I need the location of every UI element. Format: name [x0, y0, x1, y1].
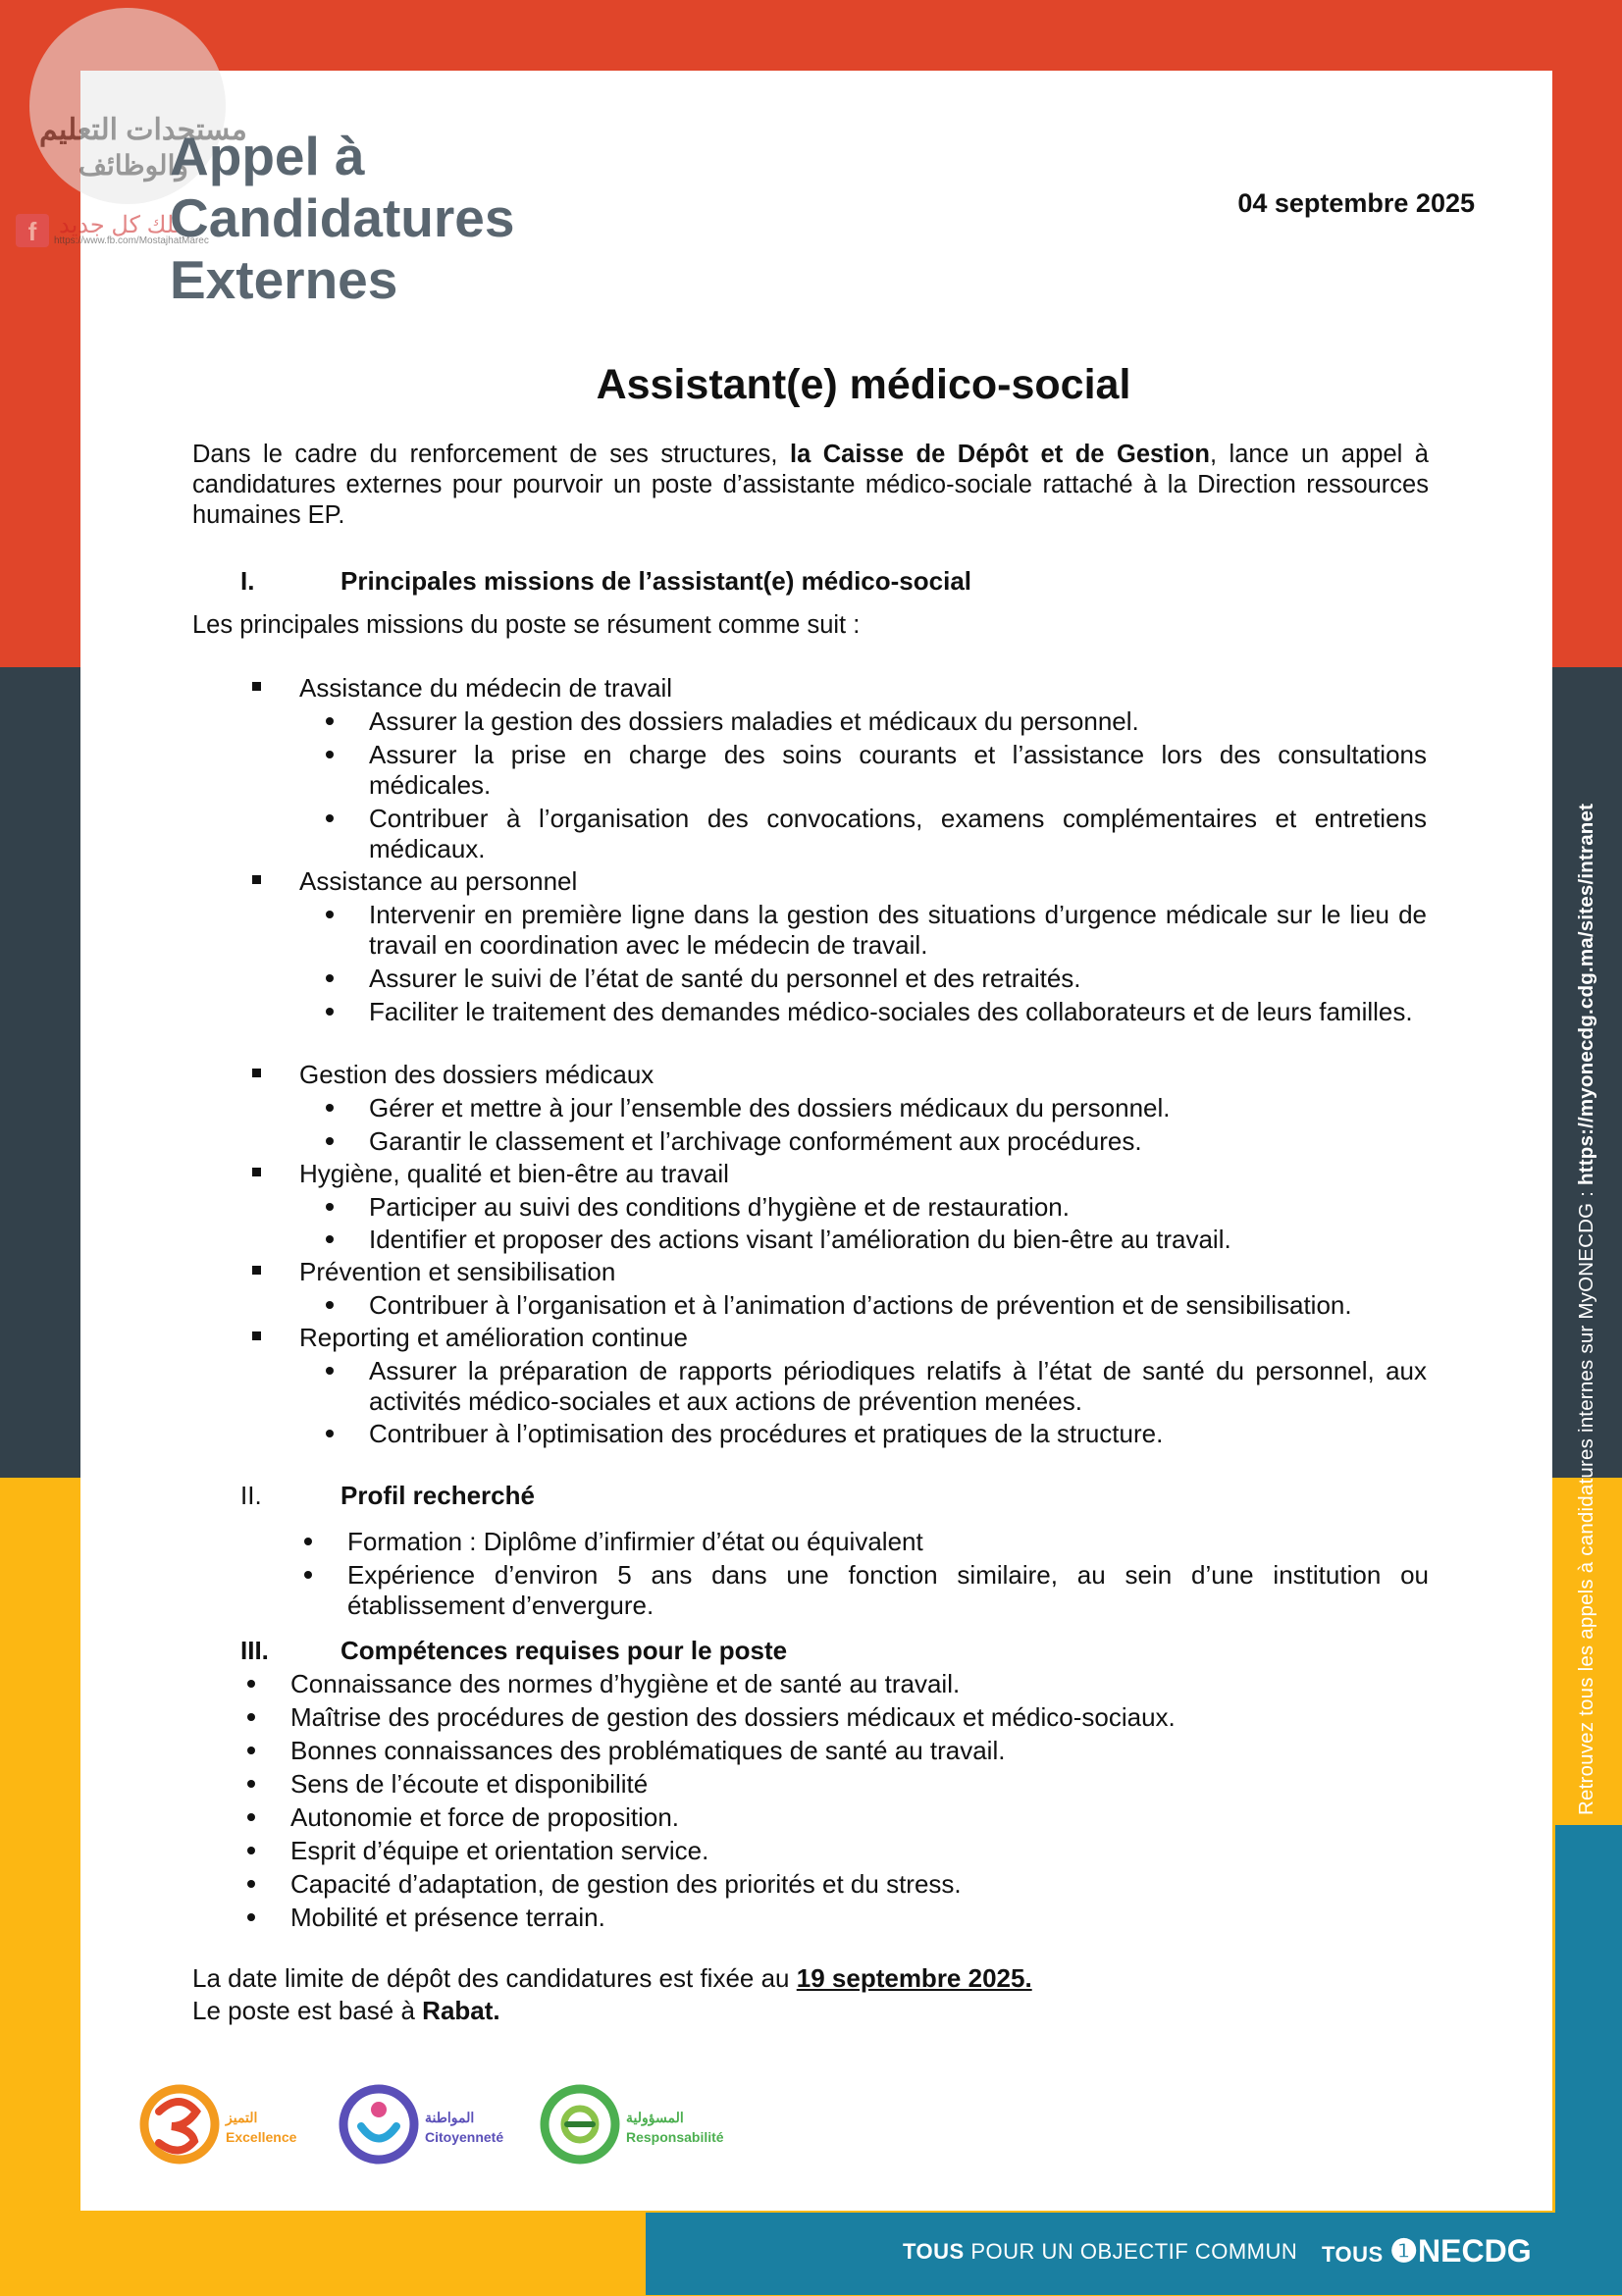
bullet-icon [247, 1780, 255, 1788]
bullet-icon [247, 1747, 255, 1754]
bullet-icon [247, 1680, 255, 1688]
value-fr: Excellence [226, 2129, 297, 2145]
section-1-lead: Les principales missions du poste se résument comme suit : [192, 611, 861, 639]
value-fr: Citoyenneté [425, 2129, 504, 2145]
footer-brand-logo [1322, 2232, 1532, 2270]
value-ar: المسؤولية [626, 2110, 684, 2125]
bullet-icon [304, 1538, 312, 1545]
mission-item-text: Intervenir en première ligne dans la gestion des situations d’urgence médicale sur le lieu de travail en coordination avec le médecin de travail. [369, 900, 1427, 960]
skill-item-text: Bonnes connaissances des problématiques de santé au travail. [290, 1736, 1006, 1765]
slogan-bold: TOUS [903, 2239, 965, 2264]
square-bullet-icon [252, 875, 261, 884]
category-label: Gestion des dossiers médicaux [299, 1060, 654, 1089]
section-1-title: Principales missions de l’assistant(e) médico-social [340, 566, 972, 596]
square-bullet-icon [252, 682, 261, 691]
bullet-icon [326, 717, 334, 725]
footer-bar-yellow [0, 2213, 646, 2295]
profile-item-text: Expérience d’environ 5 ans dans une fonction similaire, au sein d’une institution ou établissement d’envergure. [347, 1560, 1429, 1620]
bullet-icon [326, 814, 334, 822]
bullet-icon [326, 1430, 334, 1437]
profile-item-text: Formation : Diplôme d’infirmier d’état ou équivalent [347, 1527, 923, 1556]
bullet-icon [326, 751, 334, 758]
bullet-icon [247, 1713, 255, 1721]
heading-line1: Appel à [170, 126, 365, 186]
skill-item-text: Mobilité et présence terrain. [290, 1903, 605, 1932]
bullet-icon [326, 1235, 334, 1243]
bullet-icon [247, 1880, 255, 1888]
intro-after: , lance un appel à candidatures externes pour pourvoir un poste d’assistante médico-sociale rattaché à la Direction ressources humaines EP. [192, 441, 1429, 529]
section-3-title: Compétences requises pour le poste [340, 1636, 788, 1665]
facebook-icon: f [16, 214, 49, 247]
page-heading [170, 126, 514, 311]
mission-item-text: Assurer le suivi de l’état de santé du personnel et des retraités. [369, 964, 1081, 993]
deadline-text: La date limite de dépôt des candidatures est fixée au [192, 1963, 797, 1993]
square-bullet-icon [252, 1331, 261, 1340]
intro-paragraph [192, 440, 1429, 531]
bullet-icon [247, 1913, 255, 1921]
section-3-number: III. [240, 1636, 269, 1665]
skill-item-text: Connaissance des normes d’hygiène et de santé au travail. [290, 1669, 961, 1698]
location-line [192, 1995, 500, 2027]
mission-item-text: Identifier et proposer des actions visant l’amélioration du bien-être au travail. [369, 1225, 1231, 1254]
category-label: Reporting et amélioration continue [299, 1323, 689, 1352]
section-3-heading [240, 1636, 787, 1666]
watermark-line2: والوظائف [78, 150, 188, 181]
watermark-line1: مستجدات التعليم [39, 114, 247, 146]
square-bullet-icon [252, 1069, 261, 1077]
deadline-date: 19 septembre 2025. [796, 1963, 1032, 1993]
category-label: Assistance du médecin de travail [299, 673, 673, 703]
mission-item-text: Faciliter le traitement des demandes médico-sociales des collaborateurs et de leurs familles. [369, 997, 1413, 1026]
section-1-heading [240, 566, 971, 597]
bullet-icon [326, 1104, 334, 1112]
location-value: Rabat. [422, 1996, 500, 2025]
intro-before: Dans le cadre du renforcement de ses structures, [192, 441, 790, 468]
responsabilite-icon [538, 2082, 622, 2166]
intro-org: la Caisse de Dépôt et de Gestion [789, 441, 1210, 468]
intranet-link[interactable]: https://myonecdg.cdg.ma/sites/intranet [1575, 803, 1597, 1186]
footer-slogan [903, 2239, 1297, 2265]
mission-item-text: Assurer la gestion des dossiers maladies et médicaux du personnel. [369, 706, 1139, 736]
publication-date: 04 septembre 2025 [1237, 188, 1475, 218]
mission-item-text: Contribuer à l’organisation et à l’animation d’actions de prévention et de sensibilisation. [369, 1290, 1352, 1320]
mission-item-text: Contribuer à l’optimisation des procédures et pratiques de la structure. [369, 1419, 1164, 1448]
section-2-number: II. [240, 1481, 262, 1510]
skill-item-text: Sens de l’écoute et disponibilité [290, 1769, 649, 1799]
mission-item-text: Assurer la prise en charge des soins courants et l’assistance lors des consultations médicales. [369, 740, 1427, 800]
mission-item-text: Garantir le classement et l’archivage conformément aux procédures. [369, 1126, 1142, 1156]
bullet-icon [326, 911, 334, 918]
square-bullet-icon [252, 1266, 261, 1275]
bullet-icon [326, 1137, 334, 1145]
section-1-number: I. [240, 566, 255, 596]
side-notice [1575, 804, 1598, 1815]
section-2-heading [240, 1481, 535, 1511]
category-label: Hygiène, qualité et bien-être au travail [299, 1159, 729, 1188]
bullet-icon [247, 1847, 255, 1854]
bullet-icon [247, 1813, 255, 1821]
category-label: Assistance au personnel [299, 866, 578, 896]
square-bullet-icon [252, 1168, 261, 1176]
mission-item-text: Contribuer à l’organisation des convocations, examens complémentaires et entretiens médicaux. [369, 804, 1427, 863]
value-ar: التميز [226, 2110, 258, 2125]
watermark-url: https://www.fb.com/MostajhatMarec [54, 235, 209, 246]
bullet-icon [326, 1203, 334, 1211]
bullet-icon [304, 1571, 312, 1579]
mission-item-text: Gérer et mettre à jour l’ensemble des dossiers médicaux du personnel. [369, 1093, 1171, 1122]
skill-item-text: Autonomie et force de proposition. [290, 1802, 680, 1832]
brand-tous: TOUS [1322, 2242, 1390, 2267]
slogan-rest: POUR UN OBJECTIF COMMUN [964, 2239, 1298, 2264]
job-title: Assistant(e) médico-social [596, 361, 1131, 408]
watermark-line3: نلك كل جديد [59, 212, 182, 238]
side-notice-text: Retrouvez tous les appels à candidatures internes sur MyONECDG : [1575, 1185, 1597, 1815]
excellence-icon [137, 2082, 222, 2166]
mission-item-text: Assurer la préparation de rapports périodiques relatifs à l’état de santé du personnel, aux activités médico-sociales et aux actions de prévention menées. [369, 1356, 1427, 1416]
citoyennete-icon [337, 2082, 421, 2166]
skill-item-text: Capacité d’adaptation, de gestion des priorités et du stress. [290, 1869, 962, 1899]
bullet-icon [326, 1367, 334, 1375]
value-ar: المواطنة [425, 2110, 475, 2125]
deadline-line [192, 1962, 1032, 1995]
location-text: Le poste est basé à [192, 1996, 423, 2025]
category-label: Prévention et sensibilisation [299, 1257, 616, 1286]
skill-item-text: Esprit d’équipe et orientation service. [290, 1836, 709, 1865]
value-fr: Responsabilité [626, 2129, 724, 2145]
bullet-icon [326, 1008, 334, 1016]
heading-line2: Candidatures [170, 187, 515, 248]
brand-name: ❶NECDG [1389, 2233, 1532, 2269]
heading-line3: Externes [170, 249, 398, 310]
bullet-icon [326, 974, 334, 982]
mission-item-text: Participer au suivi des conditions d’hygiène et de restauration. [369, 1192, 1070, 1222]
bullet-icon [326, 1301, 334, 1309]
section-2-title: Profil recherché [340, 1481, 535, 1510]
skill-item-text: Maîtrise des procédures de gestion des dossiers médicaux et médico-sociaux. [290, 1702, 1176, 1732]
